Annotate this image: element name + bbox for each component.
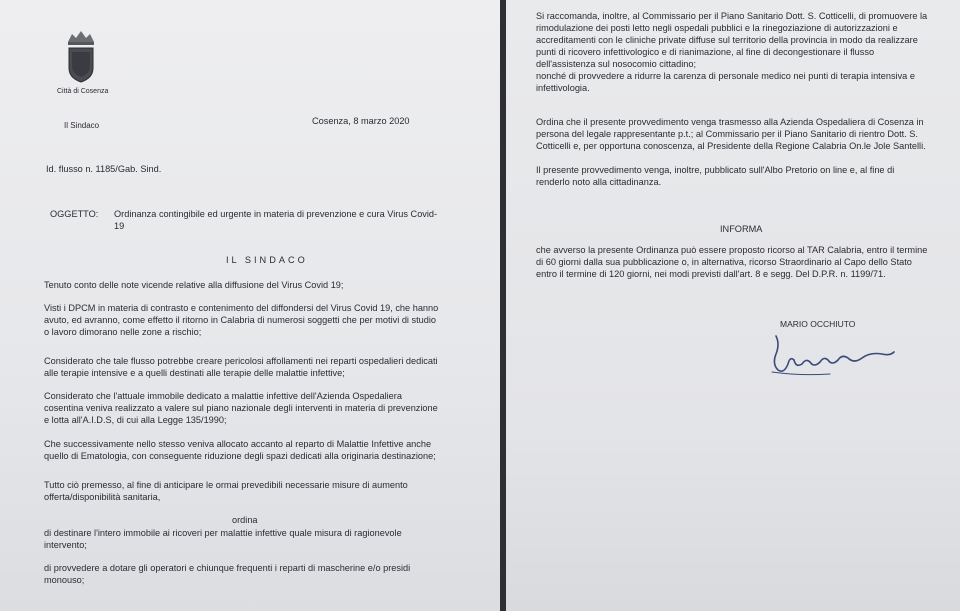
paragraph-line: punti di ricovero infettivologico e di rianimazione, al fine di decongestionare il flusso xyxy=(536,47,875,57)
city-label: Città di Cosenza xyxy=(57,88,109,95)
ordina-heading: ordina xyxy=(232,515,258,525)
paragraph-line: Il presente provvedimento venga, inoltre, pubblicato sull'Albo Pretorio on line e, al fine di xyxy=(536,165,895,175)
paragraph-line: dell'assistenza sul nosocomio cittadino; xyxy=(536,59,697,69)
paragraph-line: e lotta all'A.I.D.S, di cui alla Legge 135/1990; xyxy=(44,415,227,425)
paragraph-line: Visti i DPCM in materia di contrasto e contenimento del diffondersi del Virus Covid 19, che hanno xyxy=(44,303,439,313)
sindaco-label: Il Sindaco xyxy=(64,121,100,130)
paragraph-line: renderlo noto alla cittadinanza. xyxy=(536,177,662,187)
paragraph-line: infettivologia. xyxy=(536,83,590,93)
paragraph-line: accreditamenti con le cliniche private diffuse sul territorio della provincia in modo da realizzare xyxy=(536,35,918,45)
paragraph-line: alle terapie intensive e a quelli destinati alle terapie delle malattie infettive; xyxy=(44,368,345,378)
paragraph-line: di 60 giorni dalla sua pubblicazione o, in alternativa, ricorso Straordinario al Capo dello Stato xyxy=(536,257,912,267)
signatory-name: MARIO OCCHIUTO xyxy=(780,319,856,329)
right-page xyxy=(506,0,960,611)
paragraph-line: che avverso la presente Ordinanza può essere proposto ricorso al TAR Calabria, entro il termine xyxy=(536,245,928,255)
handwritten-signature xyxy=(770,330,900,378)
subject-line: 19 xyxy=(114,221,125,231)
paragraph-line: Si raccomanda, inoltre, al Commissario per il Piano Sanitario Dott. S. Cotticelli, di promuovere la xyxy=(536,11,928,21)
city-crest-icon xyxy=(62,28,100,86)
paragraph-line: Considerato che tale flusso potrebbe creare pericolosi affollamenti nei reparti ospedalieri dedicati xyxy=(44,356,438,366)
paragraph-line: Cotticelli e, per opportuna conoscenza, al Presidente della Regione Calabria On.le Jole Santelli. xyxy=(536,141,926,151)
place-date: Cosenza, 8 marzo 2020 xyxy=(312,116,410,126)
paragraph-line: rimodulazione dei posti letto negli ospedali pubblici e la rinegoziazione di autorizzazioni e xyxy=(536,23,898,33)
paragraph-line: cosentina veniva realizzato a valere sul piano nazionale degli interventi in materia di prevenzione xyxy=(44,403,438,413)
paragraph: Tenuto conto delle note vicende relative alla diffusione del Virus Covid 19; xyxy=(44,280,344,290)
paragraph-line: o lavoro dimorano nelle zone a rischio; xyxy=(44,327,202,337)
paragraph-line: persona del legale rappresentante p.t.; al Commissario per il Piano Sanitario di rientro Dott. S. xyxy=(536,129,918,139)
paragraph-line: Che successivamente nello stesso veniva allocato accanto al reparto di Malattie Infettive anche xyxy=(44,439,432,449)
paragraph-line: avuto, ed avranno, come effetto il ritorno in Calabria di numerosi soggetti che per motivi di studio xyxy=(44,315,437,325)
paragraph-line: nonché di provvedere a ridurre la carenza di personale medico nei punti di terapia intensiva e xyxy=(536,71,915,81)
paragraph-line: entro il termine di 120 giorni, nei modi previsti dall'art. 8 e segg. Del D.P.R. n. 1199/71. xyxy=(536,269,886,279)
paragraph-line: Ordina che il presente provvedimento venga trasmesso alla Azienda Ospedaliera di Cosenza in xyxy=(536,117,924,127)
paragraph-line: di destinare l'intero immobile ai ricoveri per malattie infettive quale misura di ragionevole xyxy=(44,528,402,538)
paragraph-line: intervento; xyxy=(44,540,87,550)
subject-label: OGGETTO: xyxy=(50,209,99,219)
informa-heading: INFORMA xyxy=(720,224,763,234)
paragraph-line: di provvedere a dotare gli operatori e chiunque frequenti i reparti di mascherine e/o presidi xyxy=(44,563,411,573)
paragraph-line: Considerato che l'attuale immobile dedicato a malattie infettive dell'Azienda Ospedaliera xyxy=(44,391,402,401)
paragraph-line: monouso; xyxy=(44,575,85,585)
paragraph-line: offerta/disponibilità sanitaria, xyxy=(44,492,161,502)
flux-id: Id. flusso n. 1185/Gab. Sind. xyxy=(46,164,162,174)
heading-sindaco: IL SINDACO xyxy=(226,255,308,265)
subject-line: Ordinanza contingibile ed urgente in materia di prevenzione e cura Virus Covid- xyxy=(114,209,438,219)
paragraph-line: Tutto ciò premesso, al fine di anticipare le ormai prevedibili necessarie misure di aumento xyxy=(44,480,408,490)
paragraph-line: quello di Ematologia, con conseguente riduzione degli spazi dedicati alla originaria destinazione; xyxy=(44,451,436,461)
